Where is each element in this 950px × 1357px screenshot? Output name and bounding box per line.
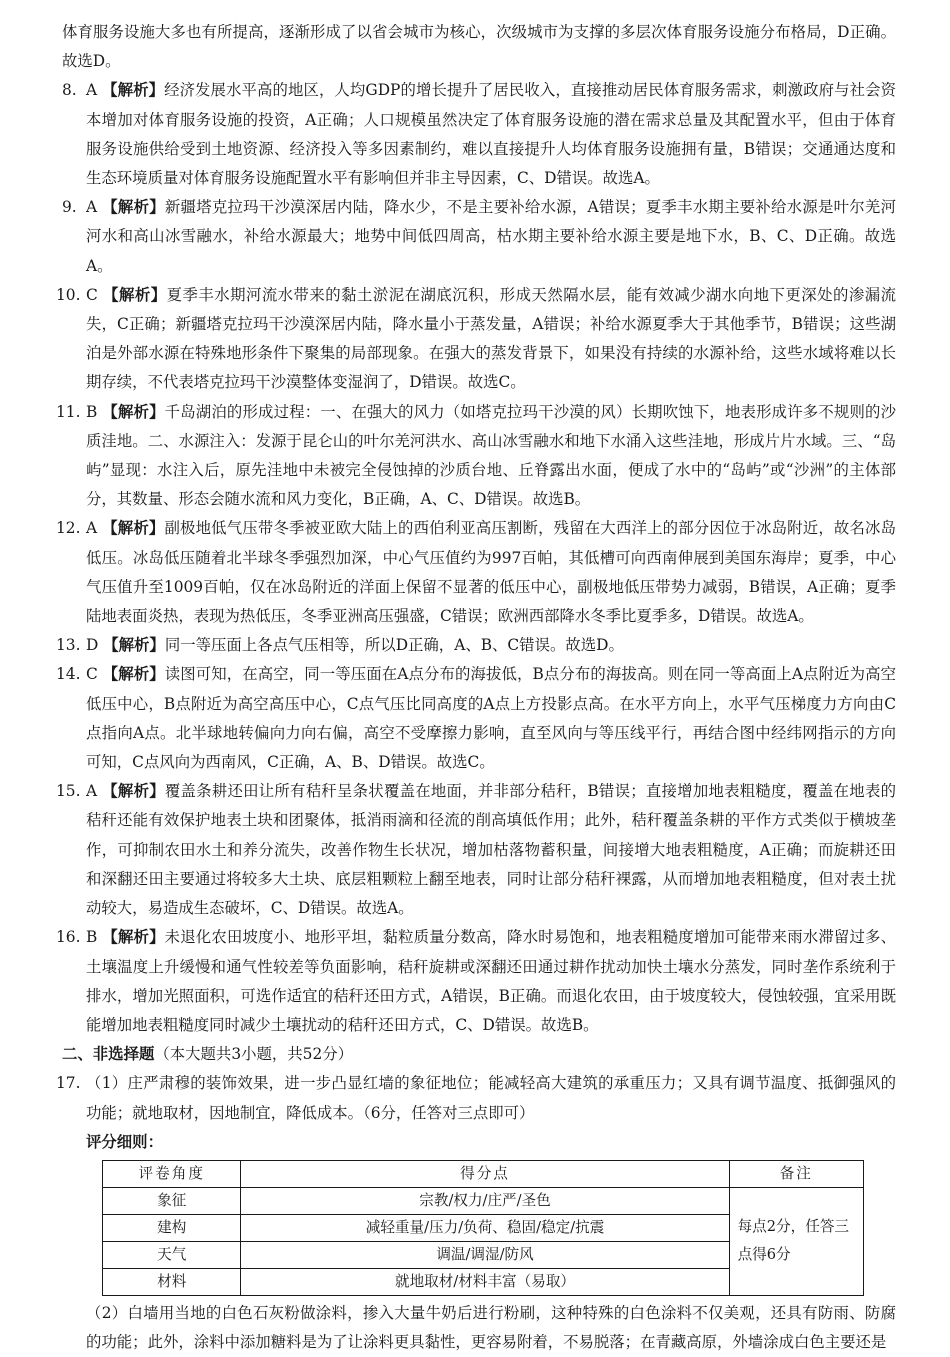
item-body	[86, 923, 896, 1040]
analysis-tag: 【解析】	[102, 519, 165, 538]
cell-angle: 材料	[103, 1268, 241, 1295]
rubric-label: 评分细则：	[86, 1132, 163, 1151]
q17-part2-text: （2）白墙用当地的白色石灰粉做涂料，掺入大量牛奶后进行粉刷，这种特殊的白色涂料不仅美观，还具有防雨、防腐的功能；此外，涂料中添加糖料是为了让涂料更具黏性，更容易附着，不易脱落；在青藏高原，外墙涂成白色主要还是	[86, 1303, 896, 1352]
answer-item-14	[56, 660, 896, 777]
item-answer: B	[86, 928, 98, 947]
item-body	[86, 514, 896, 631]
item-analysis: 夏季丰水期河流水带来的黏土淤泥在湖底沉积，形成天然隔水层，能有效减少湖水向地下更深处的渗漏流失，C正确；新疆塔克拉玛干沙漠深居内陆，降水量小于蒸发量，A错误；补给水源夏季大于其他季节，B错误；这些湖泊是外部水源在特殊地形条件下聚集的局部现象。在强大的蒸发背景下，如果没有持续的水源补给，这些水域将难以长期存续，不代表塔克拉玛干沙漠整体变湿润了，D错误。故选C。	[86, 285, 896, 392]
answer-page	[56, 18, 896, 1357]
q17-part1-text: （1）庄严肃穆的装饰效果，进一步凸显红墙的象征地位；能减轻高大建筑的承重压力；又具有调节温度、抵御强风的功能；就地取材，因地制宜，降低成本。（6分，任答对三点即可）	[86, 1074, 896, 1122]
table-header-row	[103, 1160, 864, 1187]
item-number: 15.	[56, 782, 81, 801]
analysis-tag: 【解析】	[102, 928, 165, 947]
answer-list	[56, 76, 896, 1040]
item-analysis: 覆盖条耕还田让所有秸秆呈条状覆盖在地面，并非部分秸秆，B错误；直接增加地表粗糙度，覆盖在地表的秸秆还能有效保护地表土块和团聚体，抵消雨滴和径流的削高填低作用；此外，秸秆覆盖条耕的平作方式类似于横坡垄作，可抑制农田水土和养分流失，改善作物生长状况，增加枯落物蓄积量，间接增大地表粗糙度，A正确；而旋耕还田和深翻还田主要通过将较多大土块、底层粗颗粒上翻至地表，同时让部分秸秆裸露，从而增加地表粗糙度，但对表土扰动较大，易造成生态破坏，C、D错误。故选A。	[86, 782, 896, 918]
answer-item-8	[62, 76, 896, 193]
item-body	[86, 660, 896, 777]
table-row	[103, 1187, 864, 1214]
cell-points: 减轻重量/压力/负荷、稳固/稳定/抗震	[241, 1214, 729, 1241]
header-angle: 评卷角度	[103, 1160, 241, 1187]
cell-points: 就地取材/材料丰富（易取）	[241, 1268, 729, 1295]
answer-item-10	[56, 281, 896, 398]
item-number: 10.	[56, 285, 81, 304]
item-analysis: 副极地低气压带冬季被亚欧大陆上的西伯利亚高压割断，残留在大西洋上的部分因位于冰岛附近，故名冰岛低压。冰岛低压随着北半球冬季强烈加深，中心气压值约为997百帕，其低槽可向西南伸展到美国东海岸；夏季，中心气压值升至1009百帕，仅在冰岛附近的洋面上保留不显著的低压中心，副极地低压带势力减弱，B错误，A正确；夏季陆地表面炎热，表现为热低压，冬季亚洲高压强盛，C错误；欧洲西部降水冬季比夏季多，D错误。故选A。	[86, 519, 896, 626]
item-body	[86, 777, 896, 923]
item-analysis: 同一等压面上各点气压相等，所以D正确，A、B、C错误。故选D。	[164, 636, 624, 655]
item-answer: A	[86, 198, 98, 217]
analysis-tag: 【解析】	[102, 402, 165, 421]
cell-note: 每点2分，任答三点得6分	[729, 1187, 863, 1295]
analysis-tag: 【解析】	[103, 285, 167, 304]
analysis-tag: 【解析】	[102, 665, 165, 684]
item-number: 16.	[56, 928, 81, 947]
question-17	[56, 1069, 896, 1127]
item-number: 12.	[56, 519, 81, 538]
item-answer: A	[86, 519, 98, 538]
analysis-tag: 【解析】	[102, 81, 165, 100]
item-body	[86, 398, 896, 515]
cell-angle: 象征	[103, 1187, 241, 1214]
header-note: 备注	[729, 1160, 863, 1187]
cell-angle: 建构	[103, 1214, 241, 1241]
cell-angle: 天气	[103, 1241, 241, 1268]
analysis-tag: 【解析】	[103, 636, 165, 655]
item-answer: C	[86, 285, 98, 304]
item-body	[86, 281, 896, 398]
answer-item-15	[56, 777, 896, 923]
item-answer: D	[86, 636, 99, 655]
item-body	[86, 631, 896, 660]
q17-part2-wrap	[62, 1299, 896, 1357]
intro-continuation: 体育服务设施大多也有所提高，逐渐形成了以省会城市为核心，次级城市为支撑的多层次体育服务设施分布格局，D正确。故选D。	[62, 23, 896, 71]
item-body	[86, 76, 896, 193]
item-number: 17.	[56, 1074, 81, 1093]
analysis-tag: 【解析】	[102, 198, 165, 217]
item-number: 13.	[56, 636, 81, 655]
item-analysis: 读图可知，在高空，同一等压面在A点分布的海拔低，B点分布的海拔高。则在同一等高面上A点附近为高空低压中心，B点附近为高空高压中心，C点气压比同高度的A点上方投影点高。在水平方向上，水平气压梯度力方向由C点指向A点。北半球地转偏向力向右偏，高空不受摩擦力影响，直至风向与等压线平行，再结合图中经纬网指示的方向可知，C点风向为西南风，C正确，A、B、D错误。故选C。	[86, 665, 896, 772]
item-analysis: 未退化农田坡度小、地形平坦，黏粒质量分数高，降水时易饱和，地表粗糙度增加可能带来雨水滞留过多、土壤温度上升缓慢和通气性较差等负面影响，秸秆旋耕或深翻还田通过耕作扰动加快土壤水分蒸发，同时垄作系统利于排水，增加光照面积，可选作适宜的秸秆还田方式，A错误，B正确。而退化农田，由于坡度较大，侵蚀较强，宜采用既能增加地表粗糙度同时减少土壤扰动的秸秆还田方式，C、D错误。故选B。	[86, 928, 896, 1034]
cell-points: 调温/调湿/防风	[241, 1241, 729, 1268]
item-number: 9.	[62, 198, 77, 217]
item-analysis: 千岛湖泊的形成过程：一、在强大的风力（如塔克拉玛干沙漠的风）长期吹蚀下，地表形成许多不规则的沙质洼地。二、水源注入：发源于昆仑山的叶尔羌河洪水、高山冰雪融水和地下水涌入这些洼地，形成片片水域。三、“岛屿”显现：水注入后，原先洼地中未被完全侵蚀掉的沙质台地、丘脊露出水面，便成了水中的“岛屿”或“沙洲”的主体部分，其数量、形态会随水流和风力变化，B正确，A、C、D错误。故选B。	[86, 402, 896, 509]
answer-item-11	[56, 398, 896, 515]
cell-points: 宗教/权力/庄严/圣色	[241, 1187, 729, 1214]
analysis-tag: 【解析】	[102, 782, 165, 801]
answer-item-16	[56, 923, 896, 1040]
section-note: （本大题共3小题，共52分）	[154, 1045, 354, 1064]
item-answer: B	[86, 402, 98, 421]
scoring-table	[102, 1160, 864, 1296]
answer-item-13	[56, 631, 896, 660]
q17-part1	[56, 1069, 896, 1127]
section-title: 二、非选择题	[62, 1045, 155, 1064]
item-number: 14.	[56, 665, 81, 684]
item-answer: C	[86, 665, 98, 684]
section-heading	[62, 1040, 896, 1069]
answer-item-9	[62, 193, 896, 281]
answer-item-12	[56, 514, 896, 631]
item-analysis: 新疆塔克拉玛干沙漠深居内陆，降水少，不是主要补给水源，A错误；夏季丰水期主要补给水源是叶尔羌河河水和高山冰雪融水，补给水源最大；地势中间低四周高，枯水期主要补给水源主要是地下水，B、C、D正确。故选A。	[86, 198, 896, 275]
item-number: 8.	[62, 81, 77, 100]
item-answer: A	[86, 81, 98, 100]
item-answer: A	[86, 782, 98, 801]
item-analysis: 经济发展水平高的地区，人均GDP的增长提升了居民收入，直接推动居民体育服务需求，刺激政府与社会资本增加对体育服务设施的投资，A正确；人口规模虽然决定了体育服务设施的潜在需求总量及其配置水平，但由于体育服务设施供给受到土地资源、经济投入等多因素制约，难以直接提升人均体育服务设施拥有量，B错误；交通通达度和生态环境质量对体育服务设施配置水平有影响但并非主导因素，C、D错误。故选A。	[86, 81, 896, 188]
item-number: 11.	[56, 402, 81, 421]
header-points: 得分点	[241, 1160, 729, 1187]
item-body	[86, 193, 896, 281]
